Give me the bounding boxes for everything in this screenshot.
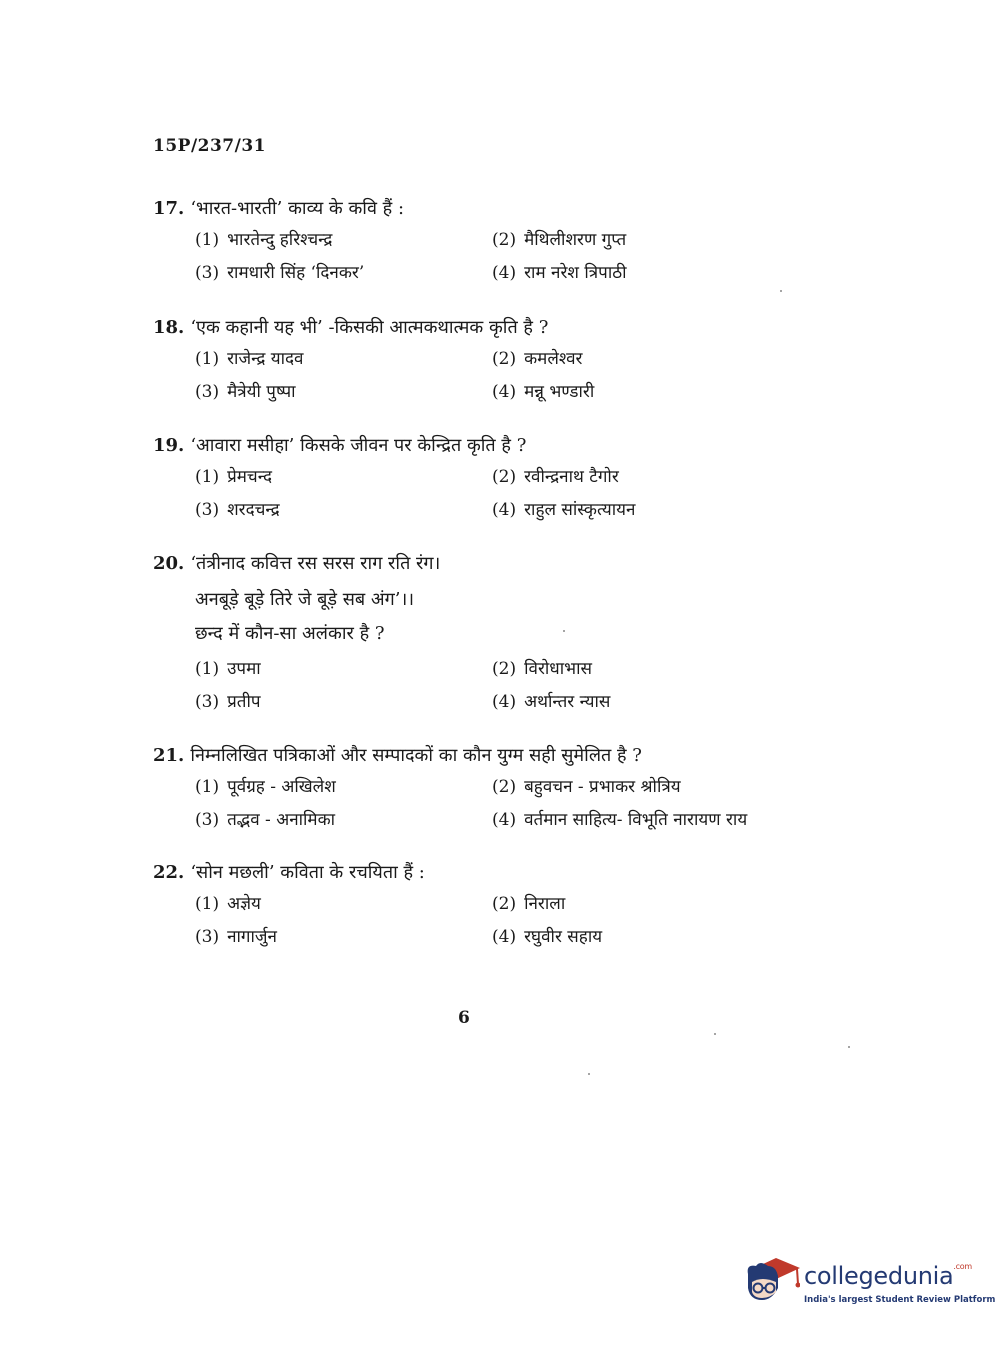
option-label: (4) bbox=[492, 810, 517, 830]
collegedunia-watermark bbox=[742, 1252, 996, 1312]
option-1 bbox=[195, 775, 492, 800]
option-2 bbox=[492, 228, 792, 253]
options-grid bbox=[153, 347, 833, 405]
option-text: रघुवीर सहाय bbox=[524, 927, 603, 947]
scan-speck bbox=[714, 1033, 716, 1035]
scan-speck bbox=[780, 290, 782, 292]
option-2 bbox=[492, 775, 792, 800]
option-text: राम नरेश त्रिपाठी bbox=[524, 263, 627, 283]
option-2 bbox=[492, 347, 792, 372]
question-19 bbox=[153, 433, 833, 523]
option-4 bbox=[492, 380, 792, 405]
option-3 bbox=[195, 498, 492, 523]
question-stem bbox=[153, 433, 833, 459]
scan-speck bbox=[563, 630, 565, 632]
option-label: (4) bbox=[492, 500, 517, 520]
option-2 bbox=[492, 657, 792, 682]
option-3 bbox=[195, 925, 492, 950]
brand-name bbox=[804, 1262, 972, 1290]
option-label: (1) bbox=[195, 894, 220, 914]
option-1 bbox=[195, 347, 492, 372]
page-number: 6 bbox=[458, 1008, 470, 1028]
option-label: (3) bbox=[195, 692, 220, 712]
question-21 bbox=[153, 743, 833, 833]
question-text: निम्नलिखित पत्रिकाओं और सम्पादकों का कौन युग्म सही सुमेलित है ? bbox=[190, 745, 642, 766]
options-grid bbox=[153, 775, 833, 833]
option-text: प्रतीप bbox=[227, 692, 261, 712]
question-text: ‘आवारा मसीहा’ किसके जीवन पर केन्द्रित कृति है ? bbox=[190, 435, 527, 456]
option-label: (1) bbox=[195, 467, 220, 487]
option-text: मैत्रेयी पुष्पा bbox=[227, 382, 296, 402]
question-stem bbox=[153, 743, 833, 769]
options-grid bbox=[153, 228, 833, 286]
option-text: विरोधाभास bbox=[524, 659, 593, 679]
option-2 bbox=[492, 892, 792, 917]
question-number: 17. bbox=[153, 198, 185, 219]
option-label: (4) bbox=[492, 692, 517, 712]
question-number: 18. bbox=[153, 317, 185, 338]
option-label: (3) bbox=[195, 927, 220, 947]
option-3 bbox=[195, 808, 492, 833]
option-text: बहुवचन - प्रभाकर श्रोत्रिय bbox=[524, 777, 681, 797]
option-label: (2) bbox=[492, 349, 517, 369]
option-4 bbox=[492, 925, 792, 950]
option-3 bbox=[195, 690, 492, 715]
question-stem bbox=[153, 315, 833, 341]
question-number: 20. bbox=[153, 553, 185, 574]
option-label: (1) bbox=[195, 777, 220, 797]
option-label: (1) bbox=[195, 349, 220, 369]
brand-suffix: .com bbox=[953, 1262, 972, 1271]
question-number: 21. bbox=[153, 745, 185, 766]
option-2 bbox=[492, 465, 792, 490]
question-22 bbox=[153, 860, 833, 950]
question-number: 19. bbox=[153, 435, 185, 456]
option-text: वर्तमान साहित्य- विभूति नारायण राय bbox=[524, 810, 748, 830]
question-stem bbox=[153, 860, 833, 886]
option-text: भारतेन्दु हरिश्चन्द्र bbox=[227, 230, 333, 250]
option-text: तद्भव - अनामिका bbox=[227, 810, 336, 830]
option-text: पूर्वग्रह - अखिलेश bbox=[227, 777, 336, 797]
option-text: मन्नू भण्डारी bbox=[524, 382, 595, 402]
option-text: निराला bbox=[524, 894, 566, 914]
question-stem bbox=[153, 196, 833, 222]
option-text: अर्थान्तर न्यास bbox=[524, 692, 611, 712]
option-label: (2) bbox=[492, 659, 517, 679]
option-1 bbox=[195, 657, 492, 682]
options-grid bbox=[153, 465, 833, 523]
scan-speck bbox=[848, 1046, 850, 1048]
option-4 bbox=[492, 808, 792, 833]
option-label: (4) bbox=[492, 927, 517, 947]
option-label: (3) bbox=[195, 500, 220, 520]
option-label: (1) bbox=[195, 659, 220, 679]
option-4 bbox=[492, 498, 792, 523]
question-text: ‘एक कहानी यह भी’ -किसकी आत्मकथात्मक कृति है ? bbox=[190, 317, 549, 338]
options-grid bbox=[153, 657, 833, 715]
question-text: ‘भारत-भारती’ काव्य के कवि हैं : bbox=[190, 198, 405, 219]
option-text: रामधारी सिंह ‘दिनकर’ bbox=[227, 263, 365, 283]
option-text: उपमा bbox=[227, 659, 261, 679]
option-label: (3) bbox=[195, 810, 220, 830]
question-17 bbox=[153, 196, 833, 286]
question-20 bbox=[153, 551, 833, 715]
brand-name-text: collegedunia bbox=[804, 1262, 954, 1290]
options-grid bbox=[153, 892, 833, 950]
option-label: (1) bbox=[195, 230, 220, 250]
option-text: राजेन्द्र यादव bbox=[227, 349, 304, 369]
option-text: राहुल सांस्कृत्यायन bbox=[524, 500, 636, 520]
question-verse-line: अनबूड़े बूड़े तिरे जे बूड़े सब अंग’।। bbox=[195, 589, 415, 610]
option-1 bbox=[195, 465, 492, 490]
option-4 bbox=[492, 261, 792, 286]
student-mascot-icon bbox=[742, 1254, 800, 1306]
option-text: कमलेश्वर bbox=[524, 349, 583, 369]
question-text: ‘सोन मछली’ कविता के रचयिता हैं : bbox=[190, 862, 425, 883]
question-text: ‘तंत्रीनाद कवित्त रस सरस राग रति रंग। bbox=[190, 553, 441, 574]
option-3 bbox=[195, 380, 492, 405]
option-label: (4) bbox=[492, 382, 517, 402]
option-3 bbox=[195, 261, 492, 286]
option-label: (2) bbox=[492, 230, 517, 250]
option-text: शरदचन्द्र bbox=[227, 500, 280, 520]
option-label: (2) bbox=[492, 777, 517, 797]
paper-code: 15P/237/31 bbox=[153, 136, 267, 156]
question-prompt-line: छन्द में कौन-सा अलंकार है ? bbox=[195, 623, 385, 644]
option-text: नागार्जुन bbox=[227, 927, 277, 947]
option-text: अज्ञेय bbox=[227, 894, 261, 914]
question-18 bbox=[153, 315, 833, 405]
scan-speck bbox=[588, 1073, 590, 1075]
option-label: (3) bbox=[195, 263, 220, 283]
brand-tagline: India's largest Student Review Platform bbox=[804, 1295, 996, 1305]
option-label: (3) bbox=[195, 382, 220, 402]
option-text: रवीन्द्रनाथ टैगोर bbox=[524, 467, 619, 487]
option-label: (4) bbox=[492, 263, 517, 283]
option-label: (2) bbox=[492, 467, 517, 487]
option-1 bbox=[195, 892, 492, 917]
option-label: (2) bbox=[492, 894, 517, 914]
option-text: मैथिलीशरण गुप्त bbox=[524, 230, 627, 250]
question-number: 22. bbox=[153, 862, 185, 883]
option-text: प्रेमचन्द bbox=[227, 467, 273, 487]
option-1 bbox=[195, 228, 492, 253]
option-4 bbox=[492, 690, 792, 715]
question-stem bbox=[153, 551, 833, 577]
